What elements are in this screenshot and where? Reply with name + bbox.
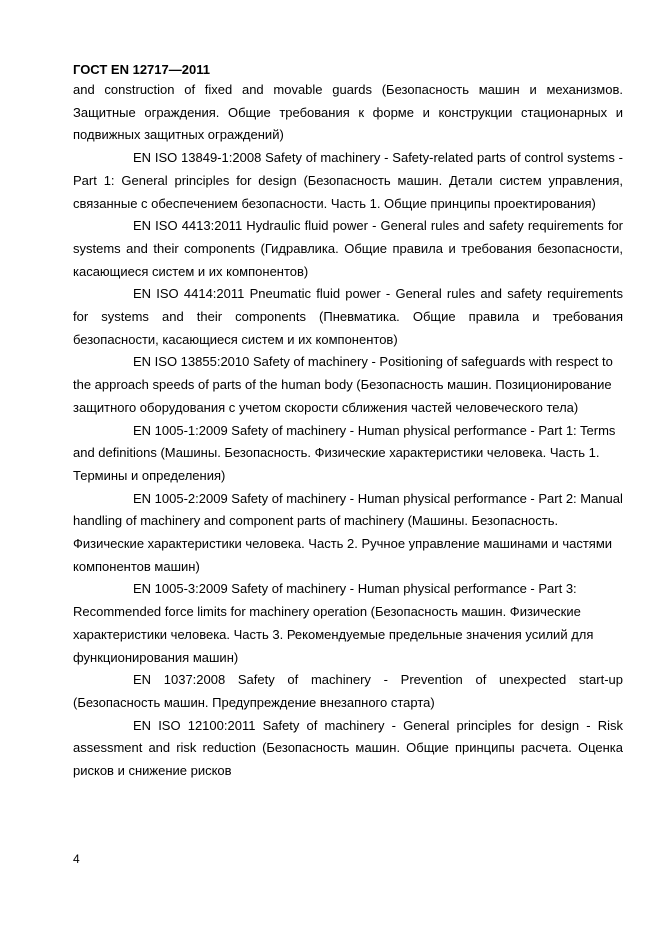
reference-paragraph: EN 1005-2:2009 Safety of machinery - Human physical performance - Part 2: Manual handling of machinery and component parts of machinery (Машины. Безопасность. Физические характеристики человека. Часть 2. Ручное управление машинами и частями компонентов машин): [73, 490, 623, 574]
reference-paragraph: EN ISO 12100:2011 Safety of machinery - General principles for design - Risk assessment and risk reduction (Безопасность машин. Общие принципы расчета. Оценка рисков и снижение рисков: [73, 717, 623, 779]
reference-paragraph: and construction of fixed and movable guards (Безопасность машин и механизмов. Защитные ограждения. Общие требования к форме и конструкции стационарных и подвижных защитных ограждений): [73, 82, 623, 143]
references-list: [73, 79, 623, 783]
reference-paragraph: EN ISO 4413:2011 Hydraulic fluid power - General rules and safety requirements for systems and their components (Гидравлика. Общие правила и требования безопасности, касающиеся систем и их компонентов): [73, 218, 623, 279]
page-number: 4: [73, 852, 80, 866]
reference-paragraph: EN 1005-3:2009 Safety of machinery - Human physical performance - Part 3: Recommended force limits for machinery operation (Безопасность машин. Физические характеристики человека. Часть 3. Рекомендуемые предельные значения усилий для функционирования машин): [73, 581, 594, 665]
reference-paragraph: EN 1005-1:2009 Safety of machinery - Human physical performance - Part 1: Terms and definitions (Машины. Безопасность. Физические характеристики человека. Часть 1. Термины и определения): [73, 422, 616, 483]
reference-paragraph: EN ISO 13849-1:2008 Safety of machinery - Safety-related parts of control systems - Part 1: General principles for design (Безопасность машин. Детали систем управления, связанные с обеспечением безопасности. Часть 1. Общие принципы проектирования): [73, 150, 623, 211]
reference-paragraph: EN ISO 4414:2011 Pneumatic fluid power - General rules and safety requirements for systems and their components (Пневматика. Общие правила и требования безопасности, касающиеся систем и их компонентов): [73, 286, 623, 347]
reference-paragraph: EN ISO 13855:2010 Safety of machinery - Positioning of safeguards with respect to the approach speeds of parts of the human body (Безопасность машин. Позиционирование защитного оборудования с учетом скорости сближения частей человеческого тела): [73, 354, 613, 415]
standard-header: ГОСТ EN 12717—2011: [73, 62, 210, 77]
reference-paragraph: EN 1037:2008 Safety of machinery - Prevention of unexpected start-up (Безопасность машин. Предупреждение внезапного старта): [73, 672, 623, 710]
